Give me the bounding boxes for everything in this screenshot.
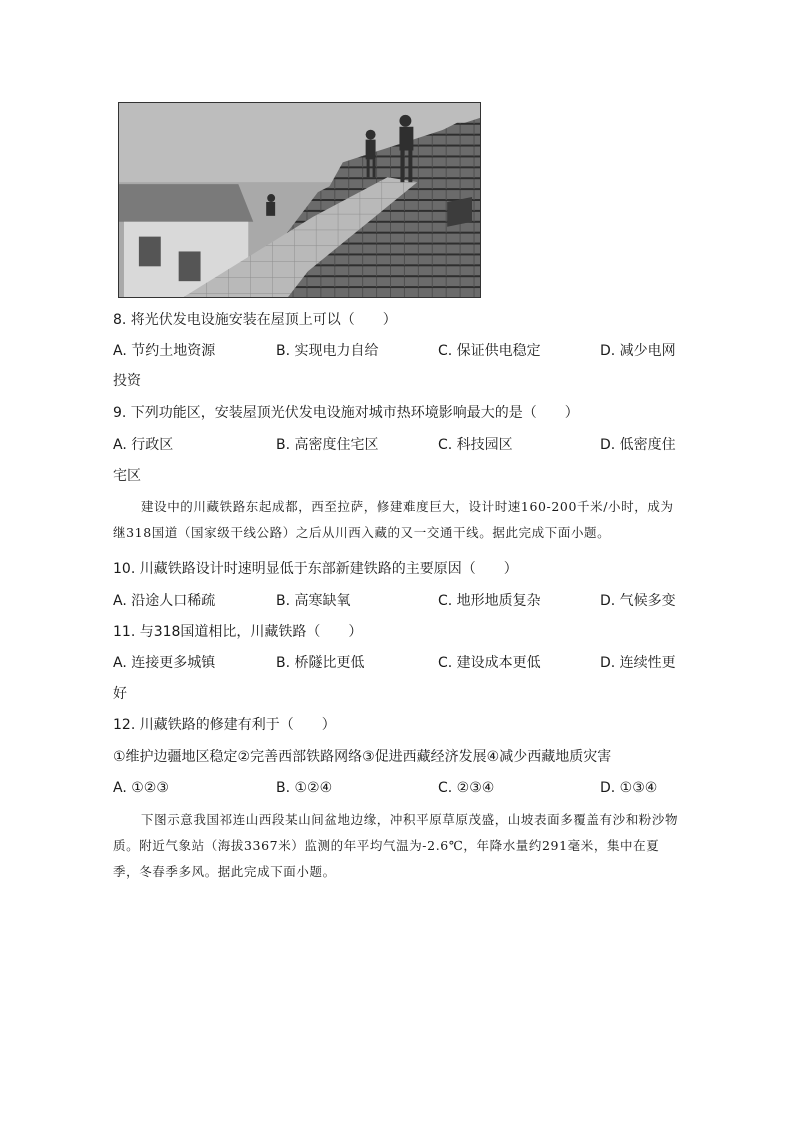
q8-option-d[interactable]: D. 减少电网 <box>600 343 676 359</box>
q10-option-b[interactable]: B. 高寒缺氧 <box>276 593 351 609</box>
q11-option-b[interactable]: B. 桥隧比更低 <box>276 655 365 671</box>
q10-option-c[interactable]: C. 地形地质复杂 <box>438 593 541 609</box>
q10-option-d[interactable]: D. 气候多变 <box>600 593 676 609</box>
q10-stem: 10. 川藏铁路设计时速明显低于东部新建铁路的主要原因（ ） <box>113 561 518 577</box>
q9-option-d-wrap: 宅区 <box>113 468 141 484</box>
q8-option-b[interactable]: B. 实现电力自给 <box>276 343 379 359</box>
q8-option-a[interactable]: A. 节约土地资源 <box>113 343 216 359</box>
q9-stem: 9. 下列功能区，安装屋顶光伏发电设施对城市热环境影响最大的是（ ） <box>113 405 579 421</box>
q11-option-d[interactable]: D. 连续性更 <box>600 655 676 671</box>
solar-roof-photo <box>118 102 481 298</box>
q11-option-d-wrap: 好 <box>113 686 127 702</box>
q11-option-c[interactable]: C. 建设成本更低 <box>438 655 541 671</box>
q12-stem: 12. 川藏铁路的修建有利于（ ） <box>113 717 336 733</box>
q12-option-c[interactable]: C. ②③④ <box>438 780 495 796</box>
passage-sichuan-tibet-railway: 建设中的川藏铁路东起成都，西至拉萨，修建难度巨大，设计时速160-200千米/小时，成为继318国道（国家级干线公路）之后从川西入藏的又一交通干线。据此完成下面小题。 <box>113 499 674 540</box>
q11-stem: 11. 与318国道相比，川藏铁路（ ） <box>113 624 363 640</box>
q8-stem: 8. 将光伏发电设施安装在屋顶上可以（ ） <box>113 312 397 328</box>
q8-option-c[interactable]: C. 保证供电稳定 <box>438 343 541 359</box>
q12-option-b[interactable]: B. ①②④ <box>276 780 333 796</box>
q10-option-a[interactable]: A. 沿途人口稀疏 <box>113 593 216 609</box>
q9-option-b[interactable]: B. 高密度住宅区 <box>276 437 379 453</box>
q9-option-c[interactable]: C. 科技园区 <box>438 437 513 453</box>
q12-option-a[interactable]: A. ①②③ <box>113 780 169 796</box>
q12-statements: ①维护边疆地区稳定②完善西部铁路网络③促进西藏经济发展④减少西藏地质灾害 <box>113 749 612 765</box>
q11-option-a[interactable]: A. 连接更多城镇 <box>113 655 216 671</box>
q12-option-d[interactable]: D. ①③④ <box>600 780 658 796</box>
passage-qilian-basin: 下图示意我国祁连山西段某山间盆地边缘，冲积平原草原茂盛，山坡表面多覆盖有沙和粉沙物质。附近气象站（海拔3367米）监测的年平均气温为-2.6℃，年降水量约291毫米，集中在夏季，冬春季多风。据此完成下面小题。 <box>113 812 679 879</box>
q9-option-a[interactable]: A. 行政区 <box>113 437 174 453</box>
q8-option-d-wrap: 投资 <box>113 373 141 389</box>
q9-option-d[interactable]: D. 低密度住 <box>600 437 676 453</box>
